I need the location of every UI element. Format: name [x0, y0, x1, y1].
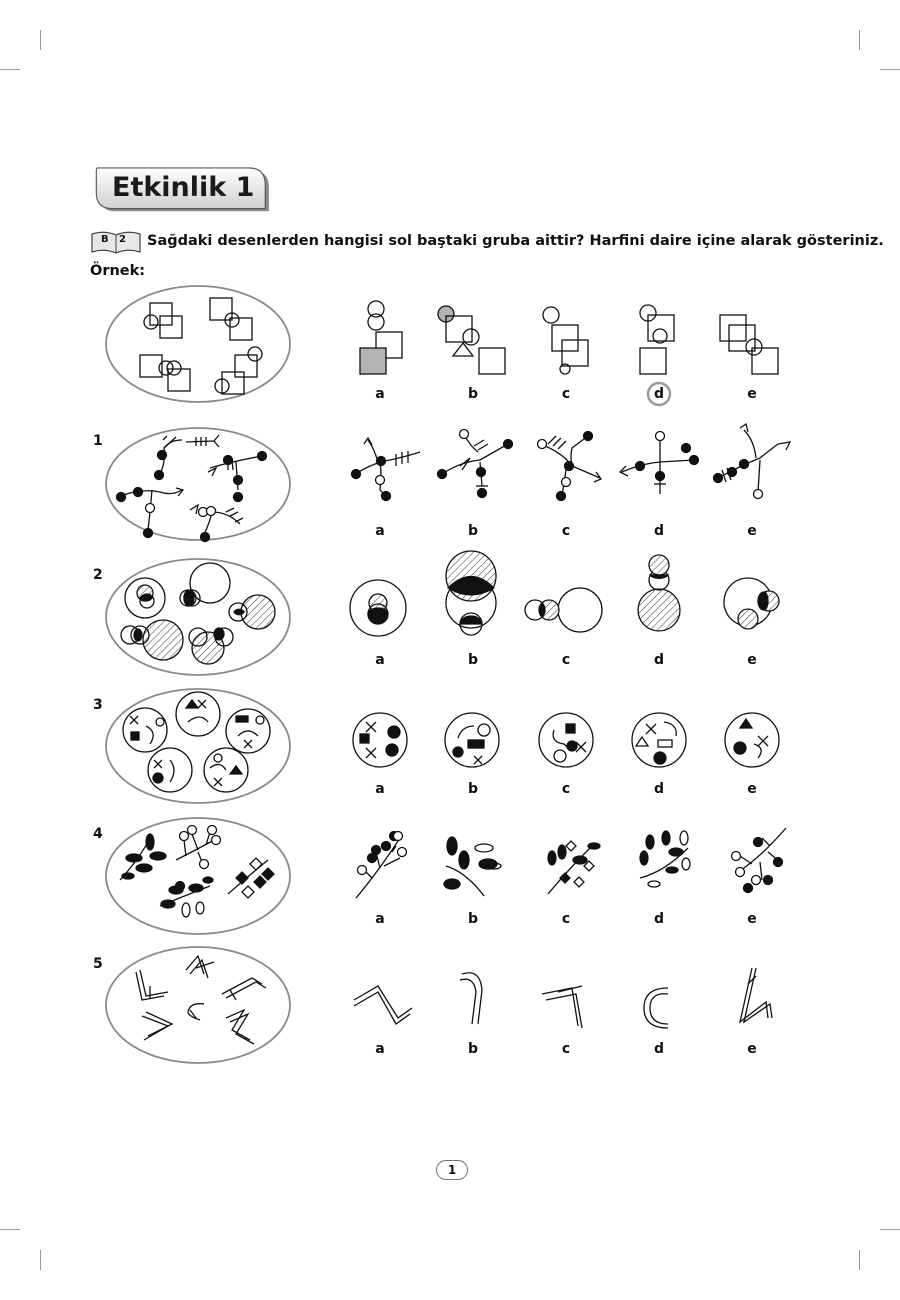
group-1	[117, 435, 267, 542]
option-label[interactable]: a	[375, 523, 385, 539]
option-label[interactable]: c	[561, 386, 571, 402]
instruction-text: Sağdaki desenlerden hangisi sol baştaki gruba aittir? Harfini daire içine alarak gösteriniz.	[147, 233, 884, 249]
option-label[interactable]: b	[467, 1041, 479, 1057]
option-label[interactable]: c	[561, 523, 571, 539]
option-label[interactable]: d	[653, 1041, 665, 1057]
example-option-d	[640, 305, 674, 374]
option-label[interactable]: b	[467, 652, 479, 668]
option-3a	[353, 713, 407, 767]
option-label[interactable]: e	[747, 911, 757, 927]
option-label[interactable]: e	[747, 781, 757, 797]
example-option-c	[543, 307, 588, 374]
option-4a	[356, 832, 407, 899]
row-number: 2	[93, 567, 103, 583]
group-ellipses	[106, 286, 290, 1063]
option-label[interactable]: e	[747, 386, 757, 402]
example-option-a	[360, 301, 402, 374]
example-option-e	[720, 315, 778, 374]
option-3b	[445, 713, 499, 767]
example-group	[140, 298, 262, 394]
option-label[interactable]: d	[653, 523, 665, 539]
option-label[interactable]: a	[375, 652, 385, 668]
option-label[interactable]: e	[747, 652, 757, 668]
group-5	[136, 956, 266, 1044]
option-2a	[350, 580, 406, 636]
option-5b	[460, 973, 482, 1024]
answer-circle	[648, 383, 670, 405]
option-label[interactable]: e	[747, 523, 757, 539]
example-label: Örnek:	[90, 263, 146, 279]
option-5a	[354, 986, 412, 1024]
option-label[interactable]: b	[467, 523, 479, 539]
option-label[interactable]: e	[747, 1041, 757, 1057]
option-2b	[446, 551, 496, 635]
option-label[interactable]: a	[375, 1041, 385, 1057]
option-1c	[538, 432, 602, 501]
row-number: 3	[93, 697, 103, 713]
page-number: 1	[436, 1160, 468, 1180]
option-label[interactable]: d	[653, 911, 665, 927]
option-1b	[438, 430, 513, 498]
option-4c	[548, 841, 600, 894]
option-label[interactable]: a	[375, 386, 385, 402]
option-label[interactable]: b	[467, 911, 479, 927]
example-option-b	[438, 306, 505, 374]
option-label[interactable]: d	[653, 652, 665, 668]
badge-right: 2	[119, 234, 126, 245]
option-3d	[632, 713, 686, 767]
option-label[interactable]: b	[467, 781, 479, 797]
row-number: 5	[93, 956, 103, 972]
option-1e	[714, 424, 791, 499]
activity-title: Etkinlik 1	[112, 172, 255, 203]
badge-left: B	[101, 234, 109, 245]
option-2c	[525, 588, 602, 632]
option-label[interactable]: c	[561, 911, 571, 927]
row-number: 1	[93, 433, 103, 449]
option-3e	[725, 713, 779, 767]
option-5e	[740, 968, 772, 1022]
option-1a	[352, 438, 421, 501]
option-label-circled[interactable]: d	[653, 386, 665, 402]
group-2	[121, 563, 275, 664]
option-label[interactable]: c	[561, 1041, 571, 1057]
group-4	[120, 826, 274, 918]
option-4b	[444, 837, 501, 896]
option-5c	[542, 986, 582, 1028]
option-label[interactable]: a	[375, 781, 385, 797]
option-3c	[539, 713, 593, 767]
group-3	[123, 692, 270, 792]
option-label[interactable]: b	[467, 386, 479, 402]
option-2d	[638, 555, 680, 631]
option-1d	[620, 432, 699, 495]
option-5d	[644, 988, 668, 1028]
option-label[interactable]: a	[375, 911, 385, 927]
option-2e	[724, 578, 779, 629]
option-label[interactable]: c	[561, 652, 571, 668]
option-label[interactable]: c	[561, 781, 571, 797]
option-4d	[640, 831, 690, 887]
option-4e	[732, 828, 787, 893]
row-number: 4	[93, 826, 103, 842]
option-label[interactable]: d	[653, 781, 665, 797]
